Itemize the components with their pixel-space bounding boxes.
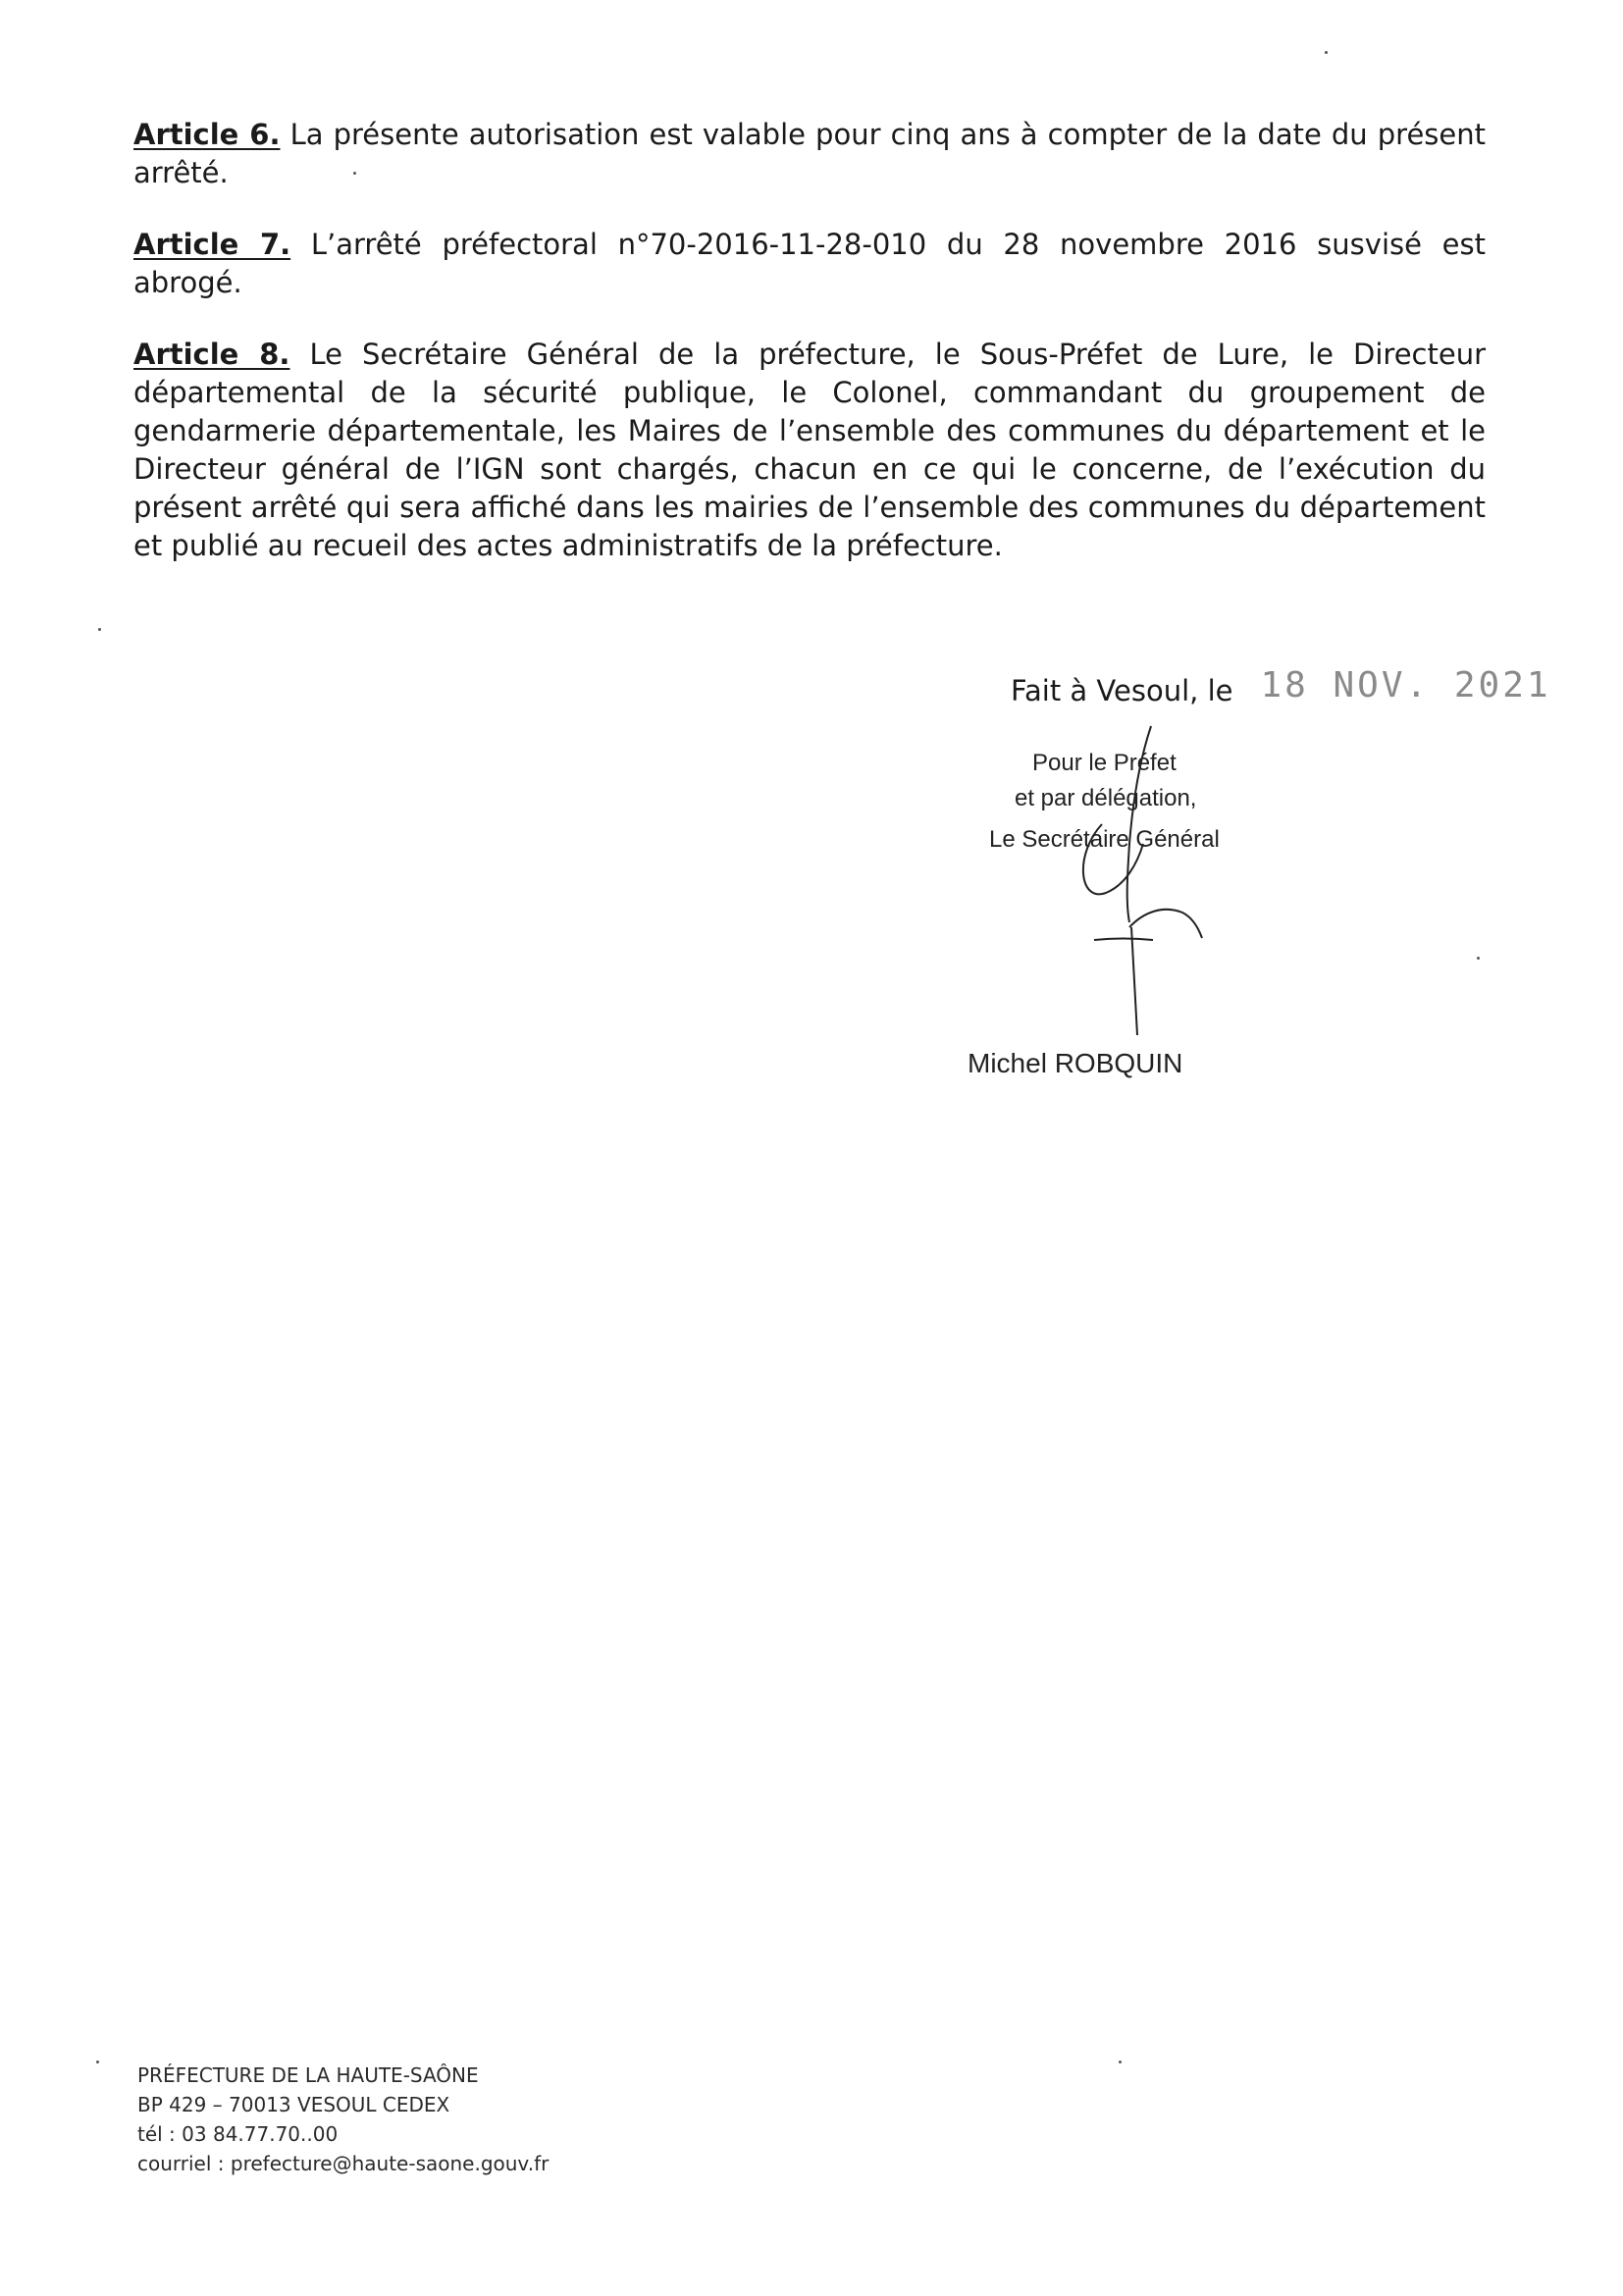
date-stamp: 18 NOV. 2021 xyxy=(1260,665,1551,705)
article-7 xyxy=(133,226,1486,302)
delegation-line-1: Pour le Préfet xyxy=(1032,750,1177,776)
scan-speck xyxy=(96,2061,99,2063)
scan-speck xyxy=(1325,51,1328,54)
article-8-text: Le Secrétaire Général de la préfecture, le Sous-Préfet de Lure, le Directeur départemental de la sécurité publique, le Colonel, commandant du groupement de gendarmerie départementale, les Maires de l’ensemble des communes du département et le Directeur général de l’IGN sont chargés, chacun en ce qui le concerne, de l’exécution du présent arrêté qui sera affiché dans les mairies de l’ensemble des communes du département et publié au recueil des actes administratifs de la préfecture. xyxy=(133,338,1486,562)
footer-phone: tél : 03 84.77.70..00 xyxy=(137,2122,339,2146)
footer-address xyxy=(137,2061,549,2178)
article-8 xyxy=(133,336,1486,565)
handwritten-signature xyxy=(1035,716,1261,1050)
place-and-date xyxy=(1011,665,1551,709)
footer-prefecture: PRÉFECTURE DE LA HAUTE-SAÔNE xyxy=(137,2063,479,2087)
scan-speck xyxy=(98,628,101,631)
scan-speck xyxy=(353,172,356,175)
scan-speck xyxy=(1477,957,1480,960)
delegation-line-2: et par délégation, xyxy=(1015,785,1197,811)
delegation-line-3: Le Secrétaire Général xyxy=(989,826,1220,853)
article-6-label: Article 6. xyxy=(133,118,281,151)
scan-speck xyxy=(1119,2061,1122,2063)
article-8-label: Article 8. xyxy=(133,338,290,371)
article-6 xyxy=(133,116,1486,192)
done-at-text: Fait à Vesoul, le xyxy=(1011,674,1233,707)
footer-email: courriel : prefecture@haute-saone.gouv.fr xyxy=(137,2152,550,2175)
article-6-text: La présente autorisation est valable pour cinq ans à compter de la date du présent arrêté. xyxy=(133,118,1486,189)
signatory-name: Michel ROBQUIN xyxy=(968,1048,1183,1078)
articles-section xyxy=(133,116,1486,599)
article-7-label: Article 7. xyxy=(133,228,291,261)
article-7-text: L’arrêté préfectoral n°70-2016-11-28-010 du 28 novembre 2016 susvisé est abrogé. xyxy=(133,228,1486,299)
footer-postal-address: BP 429 – 70013 VESOUL CEDEX xyxy=(137,2093,450,2116)
